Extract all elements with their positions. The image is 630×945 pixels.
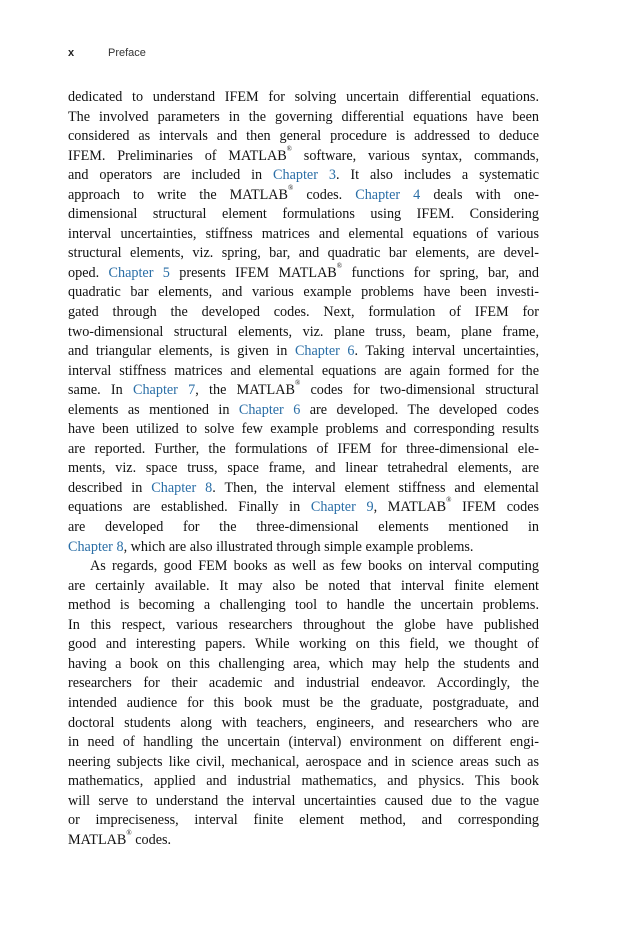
registered-mark: ® [294, 379, 301, 388]
text-line: dimensional structural element formulations using IFEM. Considering [68, 206, 539, 223]
chapter-link[interactable]: Chapter 7 [133, 382, 196, 399]
text-line: In this respect, various researchers throughout the globe have published [68, 616, 539, 633]
chapter-link[interactable]: Chapter 3 [273, 167, 336, 184]
text-run: , which are also illustrated through simple example problems. [123, 538, 474, 555]
text-run: elements as mentioned in [68, 401, 239, 418]
text-line: good and interesting papers. While working on this field, we thought of [68, 636, 539, 653]
text-run: same. In [68, 382, 133, 399]
text-run: MATLAB [68, 831, 127, 848]
text-line: are developed for the three-dimensional elements mentioned in [68, 519, 539, 536]
registered-mark: ® [446, 496, 452, 505]
text-line [68, 261, 539, 284]
text-run: equations are established. Finally in [68, 499, 311, 516]
text-line [68, 498, 539, 518]
text-line [68, 401, 539, 421]
preface-body-text [68, 88, 539, 850]
text-line [68, 342, 539, 362]
text-run: oped. [68, 264, 109, 281]
text-line: considered as intervals and then general procedure is addressed to deduce [68, 128, 539, 145]
text-line: are reported. Further, the formulations of IFEM for three-dimensional ele- [68, 440, 539, 457]
text-run: approach to write the MATLAB [68, 186, 288, 203]
text-run: and triangular elements, is given in [68, 343, 295, 360]
text-line: dedicated to understand IFEM for solving uncertain differential equations. [68, 89, 539, 105]
text-line: neering subjects like civil, mechanical, aerospace and in science areas such as [68, 753, 539, 770]
text-line: method is becoming a challenging tool to handle the uncertain problems. [68, 597, 539, 614]
text-run: . Taking interval uncertainties, [354, 343, 539, 360]
registered-mark: ® [126, 828, 132, 837]
text-run: codes for two-dimensional structural [300, 382, 539, 399]
registered-mark: ® [336, 261, 343, 270]
section-title: Preface [108, 47, 146, 59]
text-run: . It also includes a systematic [335, 167, 539, 184]
text-line: or impreciseness, interval finite element method, and corresponding [68, 812, 539, 829]
text-run: are developed. The developed codes [300, 401, 540, 418]
registered-mark: ® [287, 183, 294, 192]
chapter-link[interactable]: Chapter 5 [108, 264, 170, 281]
text-line [68, 828, 539, 851]
text-line: having a book on this challenging area, which may help the students and [68, 655, 539, 672]
text-line: doctoral students along with teachers, engineers, and researchers who are [68, 714, 539, 731]
text-run: . Then, the interval element stiffness and elemental [212, 479, 539, 496]
text-line: mathematics, applied and industrial mathematics, and physics. This book [68, 773, 539, 790]
text-run: described in [68, 479, 152, 496]
text-run: , the MATLAB [195, 382, 295, 399]
text-run: and operators are included in [68, 167, 274, 184]
text-run: codes. [131, 831, 172, 848]
text-run: IFEM codes [451, 499, 540, 516]
chapter-link[interactable]: Chapter 8 [151, 479, 213, 496]
running-head [68, 47, 146, 59]
text-line: two-dimensional structural elements, viz. plane truss, beam, plane frame, [68, 323, 539, 340]
text-line: gated through the developed codes. Next, formulation of IFEM for [68, 304, 539, 321]
text-line [68, 166, 539, 186]
text-line [68, 538, 539, 558]
text-line: As regards, good FEM books as well as few books on interval computing [90, 558, 539, 575]
chapter-link[interactable]: Chapter 8 [68, 538, 124, 555]
text-line [68, 479, 539, 499]
page-number: x [68, 47, 75, 59]
text-run: deals with one- [420, 186, 539, 203]
chapter-link[interactable]: Chapter 6 [294, 343, 355, 360]
text-run: functions for spring, bar, and [342, 264, 539, 281]
text-line: researchers for their academic and industrial endeavor. Accordingly, the [68, 675, 539, 692]
text-line: will serve to understand the interval uncertainties caused due to the vague [68, 792, 539, 809]
text-line [68, 381, 539, 401]
text-line: ments, viz. space truss, space frame, and linear tetrahedral elements, are [68, 460, 539, 477]
text-run: , MATLAB [373, 499, 447, 516]
text-run: software, various syntax, commands, [292, 147, 539, 164]
chapter-link[interactable]: Chapter 6 [238, 401, 301, 418]
text-line: structural elements, viz. spring, bar, and quadratic bar elements, are devel- [68, 245, 539, 262]
text-line: quadratic bar elements, and various example problems have been investi- [68, 284, 539, 301]
text-run: codes. [293, 186, 356, 203]
text-line: are certainly available. It may also be noted that interval finite element [68, 577, 539, 594]
chapter-link[interactable]: Chapter 4 [355, 186, 421, 203]
text-line: interval uncertainties, stiffness matrices and elemental equations of various [68, 225, 539, 242]
text-line: in need of handling the uncertain (interval) environment on different engi- [68, 734, 539, 751]
text-line: interval stiffness matrices and elemental equations are again formed for the [68, 362, 539, 379]
text-line [68, 183, 539, 206]
text-line: have been utilized to solve few example problems and corresponding results [68, 421, 539, 438]
text-line: The involved parameters in the governing differential equations have been [68, 108, 539, 125]
text-run: presents IFEM MATLAB [169, 264, 337, 281]
chapter-link[interactable]: Chapter 9 [310, 499, 374, 516]
registered-mark: ® [286, 144, 292, 153]
text-run: IFEM. Preliminaries of MATLAB [68, 147, 287, 164]
text-line: intended audience for this book must be the graduate, postgraduate, and [68, 694, 539, 711]
text-line [68, 144, 539, 167]
